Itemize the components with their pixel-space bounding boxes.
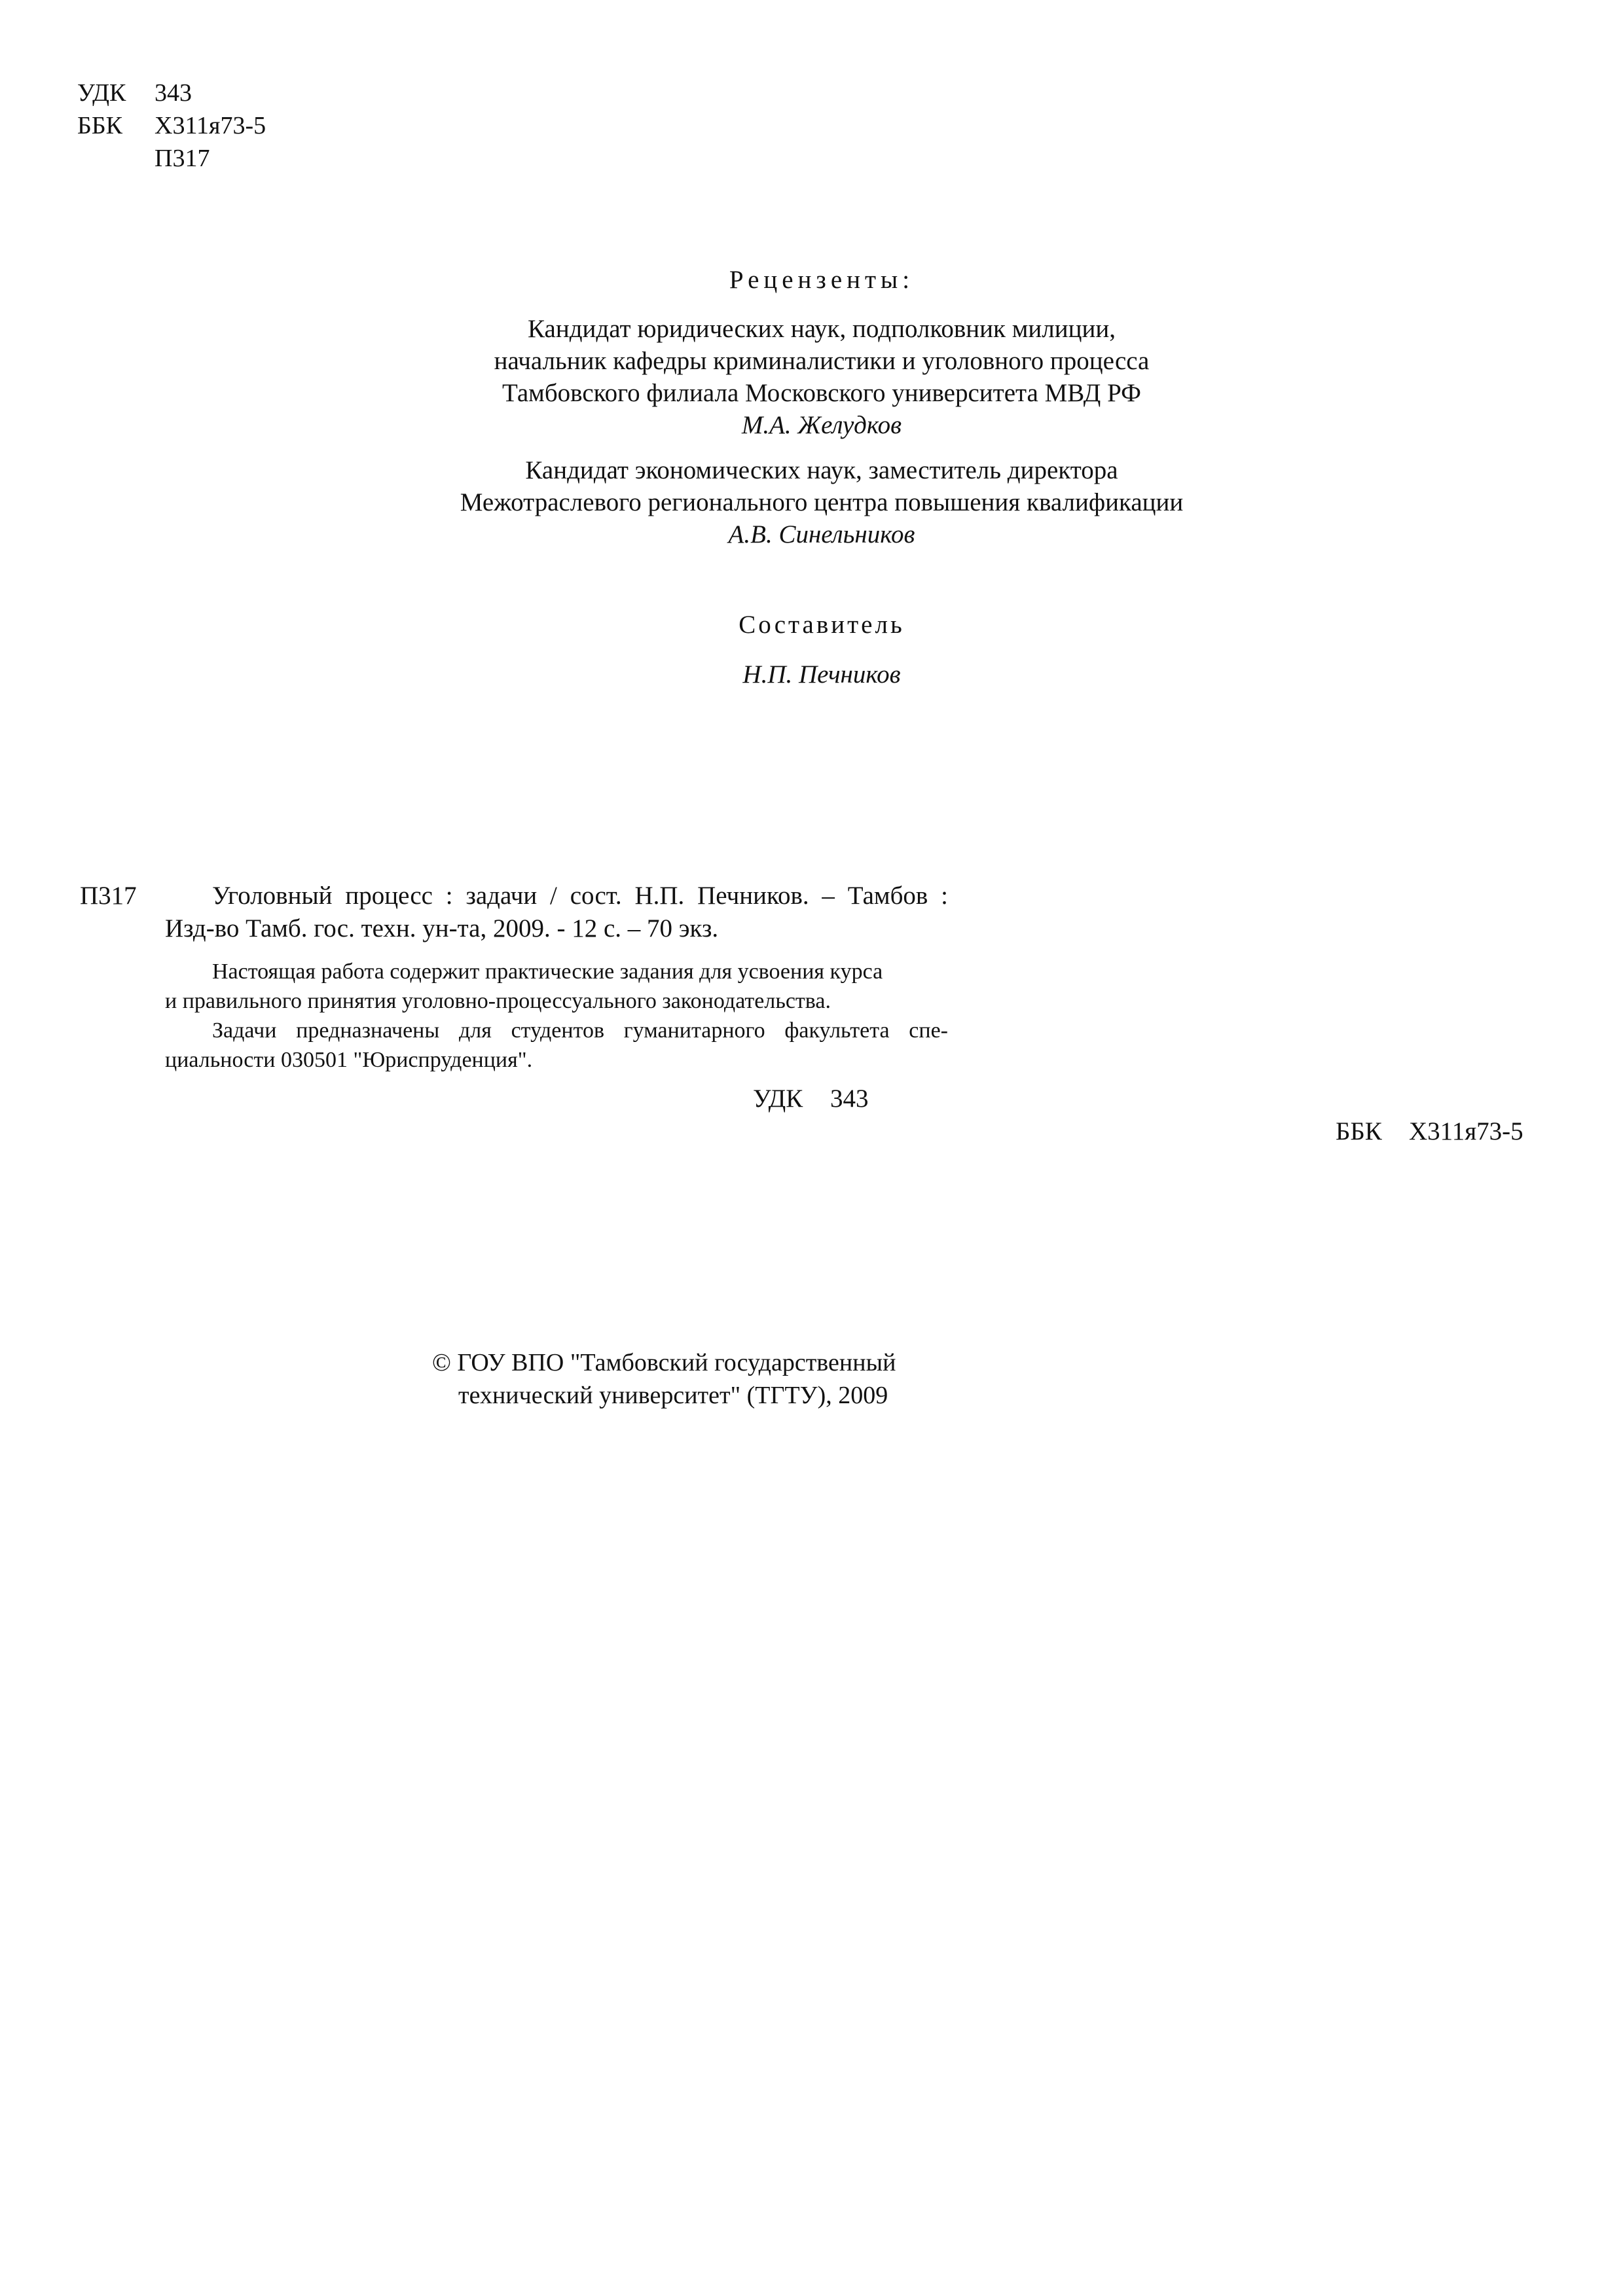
udk-value: 343	[155, 79, 192, 107]
reviewer1-name: М.А. Желудков	[741, 411, 902, 439]
record-bbk-value: Х311я73-5	[1409, 1117, 1523, 1145]
annotation-line1: Настоящая работа содержит практические задания для усвоения курса	[212, 960, 883, 984]
record-bbk-label: ББК	[1336, 1117, 1382, 1145]
reviewer2-name: А.В. Синельников	[728, 520, 915, 548]
reviewers-heading: Рецензенты:	[729, 266, 915, 294]
annotation-line4: циальности 030501 "Юриспруденция".	[165, 1048, 533, 1072]
bbk-value: Х311я73-5	[155, 112, 266, 139]
record-udk-label: УДК	[753, 1085, 803, 1113]
compiler-heading: Составитель	[739, 611, 905, 639]
bbk-label: ББК	[77, 112, 122, 139]
reviewer1-line1: Кандидат юридических наук, подполковник милиции,	[528, 315, 1116, 343]
record-line1: Уголовный процесс : задачи / сост. Н.П. Печников. – Тамбов :	[212, 882, 948, 910]
author-mark: П317	[155, 145, 210, 172]
record-udk-value: 343	[830, 1085, 869, 1113]
reviewer2-line1: Кандидат экономических наук, заместитель директора	[525, 456, 1118, 484]
copyright-line1: © ГОУ ВПО "Тамбовский государственный	[432, 1349, 896, 1376]
annotation-line3: Задачи предназначены для студентов гуманитарного факультета спе-	[212, 1018, 948, 1043]
reviewer1-line2: начальник кафедры криминалистики и уголовного процесса	[494, 347, 1150, 375]
udk-label: УДК	[77, 79, 126, 107]
record-mark: П317	[80, 882, 137, 910]
record-line2: Изд-во Тамб. гос. техн. ун-та, 2009. - 12 с. – 70 экз.	[165, 914, 719, 942]
annotation-line2: и правильного принятия уголовно-процессуального законодательства.	[165, 989, 831, 1013]
reviewer2-line2: Межотраслевого регионального центра повышения квалификации	[460, 488, 1184, 516]
reviewer1-line3: Тамбовского филиала Московского университета МВД РФ	[501, 379, 1141, 407]
copyright-line2: технический университет" (ТГТУ), 2009	[458, 1382, 888, 1409]
compiler-name: Н.П. Печников	[742, 660, 901, 689]
